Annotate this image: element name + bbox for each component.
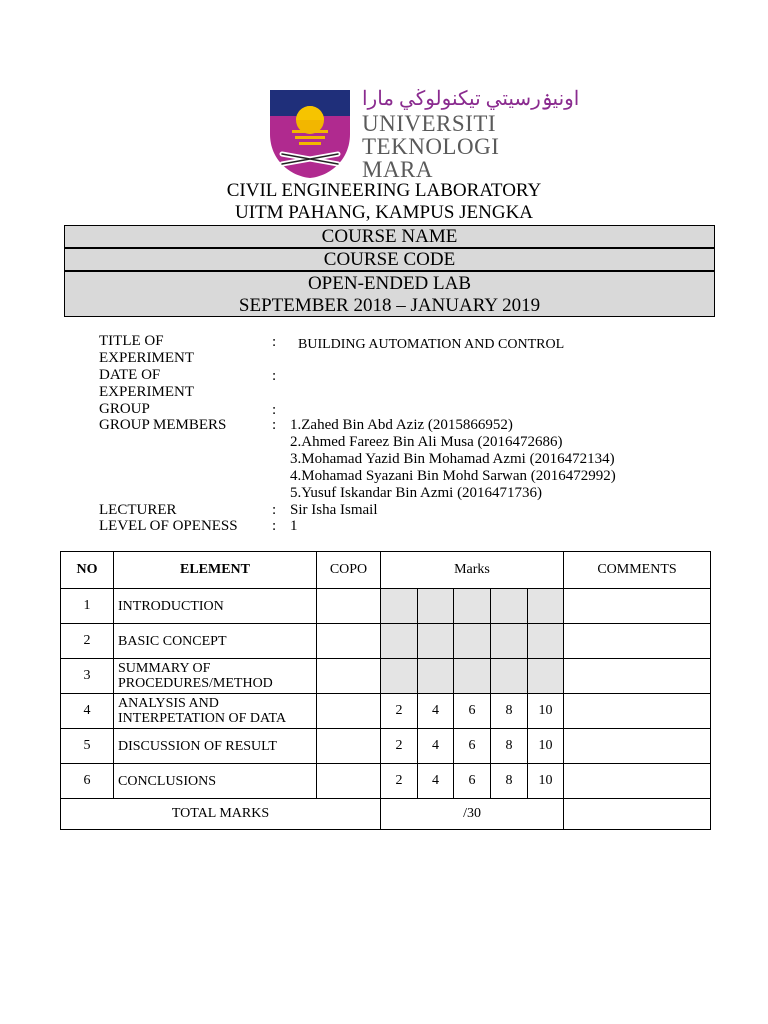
row-copo — [317, 729, 381, 764]
table-row — [61, 624, 711, 659]
total-label: TOTAL MARKS — [61, 799, 381, 830]
row-mark: 2 — [381, 694, 418, 729]
row-copo — [317, 589, 381, 624]
title-value: BUILDING AUTOMATION AND CONTROL — [298, 337, 565, 352]
course-name-label: COURSE NAME — [321, 226, 458, 247]
row-mark: 8 — [491, 729, 528, 764]
title-label-1: TITLE OF — [99, 333, 164, 349]
course-name-box — [64, 225, 715, 248]
header-marks: Marks — [381, 552, 564, 589]
row-comments — [564, 729, 711, 764]
row-comments — [564, 694, 711, 729]
table-row — [61, 659, 711, 694]
row-mark: 8 — [491, 764, 528, 799]
row-mark: 4 — [418, 729, 454, 764]
member-2: 2.Ahmed Fareez Bin Ali Musa (2016472686) — [290, 434, 563, 450]
row-copo — [317, 624, 381, 659]
table-row — [61, 694, 711, 729]
member-5: 5.Yusuf Iskandar Bin Azmi (2016471736) — [290, 485, 543, 501]
row-mark — [528, 624, 564, 659]
row-element: INTRODUCTION — [114, 589, 317, 624]
row-mark — [491, 624, 528, 659]
logo-line-universiti: UNIVERSITI — [362, 111, 497, 136]
row-mark — [454, 659, 491, 694]
row-mark: 2 — [381, 729, 418, 764]
logo-line-mara: MARA — [362, 157, 434, 182]
row-copo — [317, 694, 381, 729]
lecturer-colon: : — [272, 502, 277, 518]
row-mark: 10 — [528, 729, 564, 764]
date-label-1: DATE OF — [99, 367, 161, 383]
date-label-2: EXPERIMENT — [99, 384, 194, 400]
row-mark — [491, 589, 528, 624]
row-mark — [418, 624, 454, 659]
row-copo — [317, 764, 381, 799]
row-mark — [381, 659, 418, 694]
row-element: BASIC CONCEPT — [114, 624, 317, 659]
row-copo — [317, 659, 381, 694]
header-no: NO — [61, 552, 114, 589]
row-mark: 4 — [418, 694, 454, 729]
total-row — [61, 799, 711, 830]
level-colon: : — [272, 518, 277, 534]
table-row — [61, 764, 711, 799]
level-label: LEVEL OF OPENESS — [99, 518, 238, 534]
row-no: 2 — [61, 624, 114, 659]
date-colon: : — [272, 368, 277, 384]
row-mark — [418, 589, 454, 624]
group-colon: : — [272, 402, 277, 418]
row-comments — [564, 659, 711, 694]
row-comments — [564, 624, 711, 659]
row-mark — [491, 659, 528, 694]
row-mark: 4 — [418, 764, 454, 799]
members-colon: : — [272, 417, 277, 433]
title-label-2: EXPERIMENT — [99, 350, 194, 366]
row-mark: 6 — [454, 694, 491, 729]
logo-jawi-text: اونيۏرسيتي تيكنولوڬي مارا — [362, 88, 580, 110]
row-no: 5 — [61, 729, 114, 764]
row-mark: 8 — [491, 694, 528, 729]
header-element: ELEMENT — [114, 552, 317, 589]
row-element: CONCLUSIONS — [114, 764, 317, 799]
semester-label: SEPTEMBER 2018 – JANUARY 2019 — [238, 295, 541, 316]
row-mark — [528, 659, 564, 694]
row-element: SUMMARY OF PROCEDURES/METHOD — [114, 659, 317, 694]
total-comments — [564, 799, 711, 830]
header-comments: COMMENTS — [564, 552, 711, 589]
member-1: 1.Zahed Bin Abd Aziz (2015866952) — [290, 417, 513, 433]
row-element: ANALYSIS AND INTERPETATION OF DATA — [114, 694, 317, 729]
table-row — [61, 589, 711, 624]
members-label: GROUP MEMBERS — [99, 417, 227, 433]
row-mark — [454, 589, 491, 624]
row-mark — [454, 624, 491, 659]
campus-title: UITM PAHANG, KAMPUS JENGKA — [234, 202, 534, 223]
row-mark: 10 — [528, 764, 564, 799]
row-no: 1 — [61, 589, 114, 624]
logo-line-teknologi: TEKNOLOGI — [362, 134, 500, 159]
row-mark: 6 — [454, 729, 491, 764]
row-element: DISCUSSION OF RESULT — [114, 729, 317, 764]
logo-wordmark — [362, 112, 499, 181]
row-no: 3 — [61, 659, 114, 694]
course-code-box — [64, 248, 715, 271]
course-code-label: COURSE CODE — [323, 249, 456, 270]
row-mark: 2 — [381, 764, 418, 799]
header-copo: COPO — [317, 552, 381, 589]
row-comments — [564, 764, 711, 799]
row-mark — [418, 659, 454, 694]
table-row — [61, 729, 711, 764]
lab-title: CIVIL ENGINEERING LABORATORY — [226, 180, 542, 201]
row-no: 4 — [61, 694, 114, 729]
title-colon: : — [272, 334, 277, 350]
lab-type-label: OPEN-ENDED LAB — [307, 273, 472, 294]
row-mark — [381, 624, 418, 659]
row-comments — [564, 589, 711, 624]
total-value: /30 — [381, 799, 564, 830]
member-3: 3.Mohamad Yazid Bin Mohamad Azmi (2016472134) — [290, 451, 615, 467]
marks-table — [60, 551, 711, 830]
lab-semester-box — [64, 271, 715, 317]
row-mark — [528, 589, 564, 624]
lecturer-label: LECTURER — [99, 502, 177, 518]
row-mark: 6 — [454, 764, 491, 799]
member-4: 4.Mohamad Syazani Bin Mohd Sarwan (2016472992) — [290, 468, 616, 484]
row-no: 6 — [61, 764, 114, 799]
uitm-crest-icon — [268, 88, 352, 180]
row-mark — [381, 589, 418, 624]
row-mark: 10 — [528, 694, 564, 729]
level-value: 1 — [290, 518, 298, 534]
table-header-row — [61, 552, 711, 589]
group-label: GROUP — [99, 401, 150, 417]
lecturer-value: Sir Isha Ismail — [290, 502, 378, 518]
